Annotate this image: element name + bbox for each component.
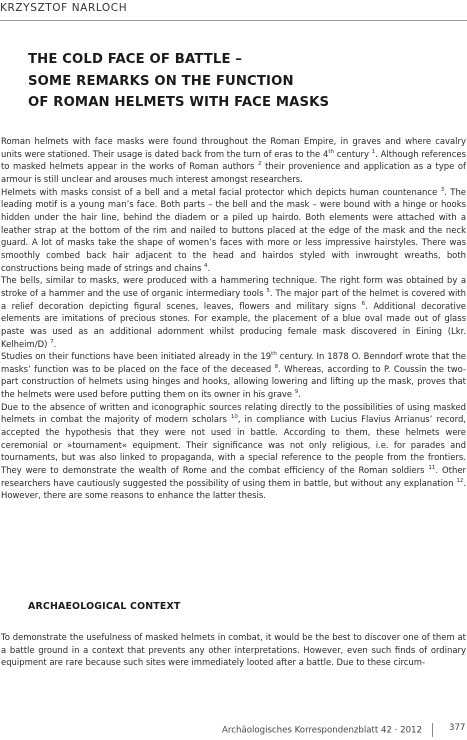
paragraph-text: . The major part of the helmet is covered with a relief decoration depicting figural scenes, leaves, flowers and military signs	[1, 287, 466, 311]
article-body	[1, 135, 466, 502]
paragraph-text: .	[207, 262, 211, 273]
paragraph-text: .	[53, 338, 57, 349]
section-heading: ARCHAEOLOGICAL CONTEXT	[28, 601, 181, 612]
footnote-marker: 7	[50, 338, 54, 345]
paragraph-text: To demonstrate the usefulness of masked helmets in combat, it would be the best to discover one of them at a battle ground in a context that prevents any other interpretations. However, even such finds of ordinary equipment are rare because such sites were immediately looted after a battle. Due to these circum-	[1, 632, 466, 668]
footnote-marker: th	[271, 351, 277, 358]
paragraph	[1, 274, 466, 350]
section-body	[1, 631, 466, 669]
page-number: 377	[449, 723, 466, 733]
title-line-1: THE COLD FACE OF BATTLE –	[28, 52, 243, 67]
article-title	[28, 49, 448, 114]
footnote-marker: 10	[230, 414, 238, 421]
paragraph-text: , in compliance with Lucius Flavius Arrianus’ record, accepted the hypothesis that they were not used in battle. According to them, these helmets were ceremonial or »tournament« equipment. Their significance was not only religious, i.e. for parades and tournaments, but was also linked to propaganda, with a special reference to the people from the frontiers. They were to demonstrate the wealth of Rome and the combat efficiency of the Roman soldiers	[1, 414, 466, 476]
paragraph-text: century. In 1878 O. Benndorf wrote that the masks’ function was to be placed on the face of the deceased	[1, 351, 466, 374]
paragraph-text: . Although references to masked helmets appear in the works of Roman authors	[1, 148, 467, 172]
paragraph-text: . The leading motif is a young man’s face. Both parts – the bell and the mask – were bound with a hinge or hooks hidden under the hair line, behind the diadem or a piled up hairdo. Both elements were attached with a leather strap at the bottom of the rim and nailed to buttons placed at the edge of the mask and the neck guard. A lot of masks take the shape of women’s faces with more or less impressive hairstyles. There was smoothly combed back hair adjacent to the head and hairdos styled with inwrought wreaths, both constructions being made of strings and chains	[1, 186, 466, 273]
paragraph-text: . Other researchers have cautiously suggested the possibility of using them in battle, but without any explanation	[1, 465, 466, 488]
paragraph	[1, 186, 466, 275]
title-line-2: SOME REMARKS ON THE FUNCTION	[28, 73, 294, 89]
footnote-marker: 9	[294, 389, 299, 396]
paragraph-text: their provenience and application as a type of armour is still unclear and arouses much interest amongst researchers.	[1, 161, 466, 184]
paragraph-text: century	[333, 148, 372, 159]
journal-citation: Archäologisches Korrespondenzblatt 42 · 2012	[222, 725, 422, 736]
footnote-marker: 12	[456, 477, 464, 484]
title-line-3: OF ROMAN HELMETS WITH FACE MASKS	[28, 95, 330, 110]
paragraph-text: Due to the absence of written and iconographic sources relating directly to the possibilities of using masked helmets in combat the majority of modern scholars	[1, 401, 466, 425]
header-rule	[0, 20, 467, 21]
footnote-marker: 11	[428, 465, 436, 472]
paragraph	[1, 135, 466, 186]
paragraph-text: . Whereas, according to P. Coussin the two-part construction of helmets using hinges and hooks, allowing lowering and lifting up the mask, proves that the helmets were used before putting them on its owner in his grave	[1, 363, 466, 400]
footnote-marker: th	[328, 148, 334, 155]
footnote-marker: 4	[204, 262, 208, 269]
paragraph-text: . Additional decorative elements are imitations of precious stones. For example, the placement of a blue oval made out of glass paste was used as an additional adornment whilst producing female mask discovered in Eining (Lkr. Kelheim/D)	[1, 300, 467, 349]
paragraph-text: Helmets with masks consist of a bell and a metal facial protector which depicts human countenance	[1, 186, 441, 197]
footer-divider	[432, 723, 433, 737]
paragraph-text: . However, there are some reasons to enhance the latter thesis.	[1, 477, 466, 501]
footnote-marker: 2	[258, 161, 262, 168]
paragraph-text: Roman helmets with face masks were found throughout the Roman Empire, in graves and where cavalry units were stationed. Their usage is dated back from the turn of eras to the 4	[1, 136, 466, 159]
paragraph	[1, 401, 466, 502]
paragraph-text: The bells, similar to masks, were produced with a hammering technique. The right form was obtained by a stroke of a hammer and the use of organic intermediary tools	[1, 275, 466, 298]
author-name: KRZYSZTOF NARLOCH	[0, 2, 128, 14]
paragraph-text: Studies on their functions have been initiated already in the 19	[1, 351, 272, 362]
footnote-marker: 3	[440, 186, 445, 193]
footnote-marker: 8	[274, 364, 279, 370]
paragraph	[1, 631, 466, 669]
footnote-marker: 1	[371, 148, 376, 155]
footnote-marker: 5	[266, 288, 270, 295]
paragraph-text: .	[298, 389, 301, 400]
footnote-marker: 6	[361, 300, 366, 307]
page-footer	[222, 723, 433, 737]
paragraph	[1, 350, 466, 401]
